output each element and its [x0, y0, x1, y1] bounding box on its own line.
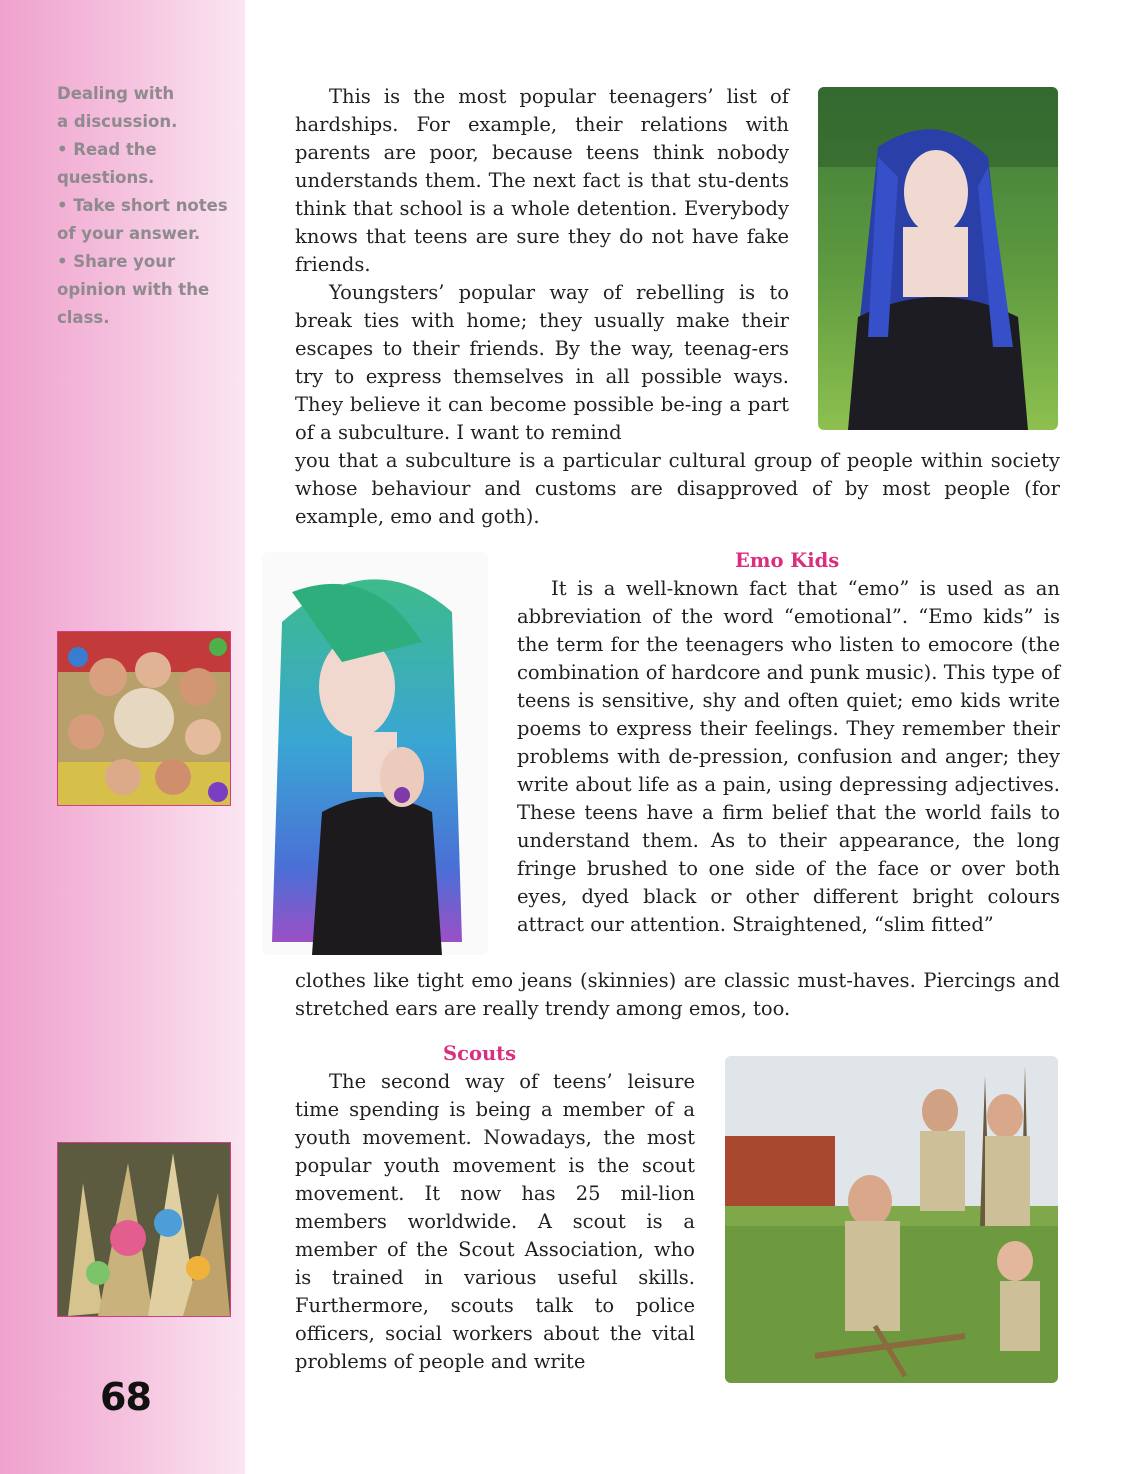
emo-paragraph: It is a well-known fact that “emo” is used as an abbreviation of the word “emotional”. “Emo kids” is the term for the teenagers who listen to emocore (the combination of hardcore and punk music). This type of teens is sensitive, shy and often quiet; emo kids write poems to express their feelings. They remember their problems with de-pression, confusion and anger; they write about life as a pain, using depressing adjectives. These teens have a firm belief that the world fails to understand them. As to their appearance, the long fringe brushed to one side of the face or over both eyes, dyed black or other different bright colours attract our attention. Straightened, “slim fitted” [517, 577, 1060, 936]
emo-kids-heading: Emo Kids [735, 549, 840, 572]
side-note-line: a discussion. [57, 112, 178, 131]
scouts-photo [725, 1056, 1058, 1383]
side-note-line: • Take short notes [57, 196, 228, 215]
side-note-line: opinion with the [57, 280, 210, 299]
intro-paragraph-2: Youngsters’ popular way of rebelling is to break ties with home; they usually make their escapes to their friends. By the way, teenag-ers try to express themselves in all possible ways. They believe it can become possible be-ing a part of a subculture. I want to remind [295, 281, 789, 444]
scouts-paragraph: The second way of teens’ leisure time spending is being a member of a youth movement. Nowadays, the most popular youth movement is the scout movement. It now has 25 mil-lion members worldwide. A scout is a member of the Scout Association, who is trained in various useful skills. Furthermore, scouts talk to police officers, social workers about the vital problems of people and write [295, 1070, 695, 1373]
side-notes [57, 80, 237, 332]
intro-paragraph-1: This is the most popular teenagers’ list of hardships. For example, their relations with parents are poor, because teens think nobody understands them. The next fact is that stu-dents think that school is a whole detention. Everybody knows that teens are sure they do not have fake friends. [295, 85, 789, 276]
group-faces-photo [57, 631, 231, 806]
page-number: 68 [100, 1375, 151, 1419]
side-note-line: questions. [57, 168, 155, 187]
intro-paragraph-2-continued: you that a subculture is a particular cultural group of people within society whose behaviour and customs are disapproved of by most people (for example, emo and goth). [295, 449, 1060, 528]
emo-paragraph-continued: clothes like tight emo jeans (skinnies) are classic must-haves. Piercings and stretched ears are really trendy among emos, too. [295, 969, 1060, 1020]
side-note-line: Dealing with [57, 84, 175, 103]
side-note-line: class. [57, 308, 110, 327]
side-note-line: of your answer. [57, 224, 201, 243]
scouts-heading: Scouts [443, 1042, 517, 1065]
painted-hands-photo [57, 1142, 231, 1317]
emo-girl-photo [262, 552, 488, 955]
side-note-line: • Read the [57, 140, 157, 159]
side-note-line: • Share your [57, 252, 176, 271]
blue-hair-girl-photo [818, 87, 1058, 430]
